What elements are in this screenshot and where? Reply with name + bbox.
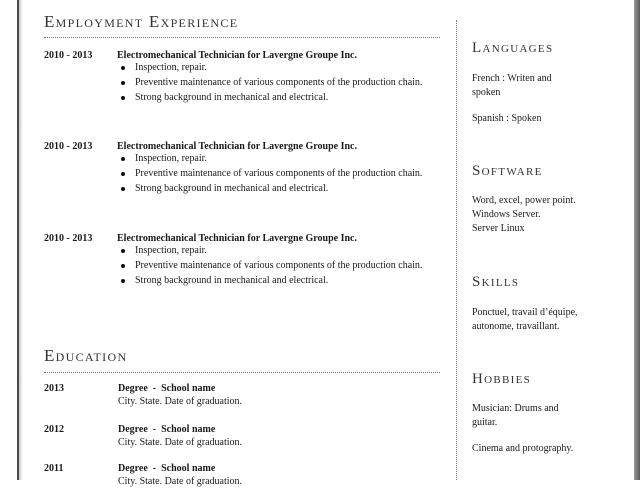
education-detail: City. State. Date of graduation. [118, 396, 243, 407]
job-bullet: Inspection, repair. [135, 245, 435, 257]
job-bullets [117, 62, 435, 107]
employment-heading: Employment Experience [44, 12, 239, 31]
job-title: Electromechanical Technician for Lavergne Groupe Inc. [117, 141, 357, 152]
column-divider [456, 20, 457, 480]
software-line: Windows Server. [472, 209, 541, 220]
software-heading: Software [472, 163, 543, 179]
job-dates: 2010 - 2013 [44, 50, 93, 61]
languages-heading: Languages [472, 40, 554, 56]
education-degree: Degree - School name [118, 383, 216, 394]
languages-line: spoken [472, 87, 501, 98]
job-bullet: Inspection, repair. [135, 153, 435, 165]
employment-rule [44, 37, 440, 38]
software-line: Server Linux [472, 223, 525, 234]
job-dates: 2010 - 2013 [44, 141, 93, 152]
job-bullet: Preventive maintenance of various components of the production chain. [135, 168, 435, 180]
hobbies-line: guitar. [472, 417, 498, 428]
job-bullet: Strong background in mechanical and electrical. [135, 275, 435, 287]
job-bullet: Inspection, repair. [135, 62, 435, 74]
job-bullet: Strong background in mechanical and electrical. [135, 92, 435, 104]
job-title: Electromechanical Technician for Lavergne Groupe Inc. [117, 50, 357, 61]
languages-line: Spanish : Spoken [472, 113, 542, 124]
page-frame-left-shadow [19, 0, 23, 480]
skills-text [472, 306, 602, 334]
hobbies-line: Cinema and protography. [472, 443, 574, 454]
education-year: 2011 [44, 463, 64, 474]
hobbies-text [472, 402, 602, 456]
job-title: Electromechanical Technician for Lavergne Groupe Inc. [117, 233, 357, 244]
hobbies-line: Musician: Drums and [472, 403, 559, 414]
languages-line: French : Writen and [472, 73, 552, 84]
education-rule [44, 372, 440, 373]
education-year: 2013 [44, 383, 64, 394]
skills-line: autonome, travaillant. [472, 321, 560, 332]
job-bullets [117, 245, 435, 290]
job-bullet: Strong background in mechanical and electrical. [135, 183, 435, 195]
education-detail: City. State. Date of graduation. [118, 437, 243, 448]
page-frame-right-border [634, 0, 640, 480]
job-bullet: Preventive maintenance of various components of the production chain. [135, 260, 435, 272]
software-line: Word, excel, power point. [472, 195, 576, 206]
education-degree: Degree - School name [118, 424, 216, 435]
job-bullets [117, 153, 435, 198]
education-detail: City. State. Date of graduation. [118, 476, 243, 487]
education-heading: Education [44, 346, 128, 365]
languages-text [472, 72, 602, 126]
skills-line: Ponctuel, travail d’équipe, [472, 307, 578, 318]
job-dates: 2010 - 2013 [44, 233, 93, 244]
software-text [472, 194, 602, 236]
education-degree: Degree - School name [118, 463, 216, 474]
skills-heading: Skills [472, 274, 520, 290]
hobbies-heading: Hobbies [472, 371, 532, 387]
job-bullet: Preventive maintenance of various components of the production chain. [135, 77, 435, 89]
education-year: 2012 [44, 424, 64, 435]
